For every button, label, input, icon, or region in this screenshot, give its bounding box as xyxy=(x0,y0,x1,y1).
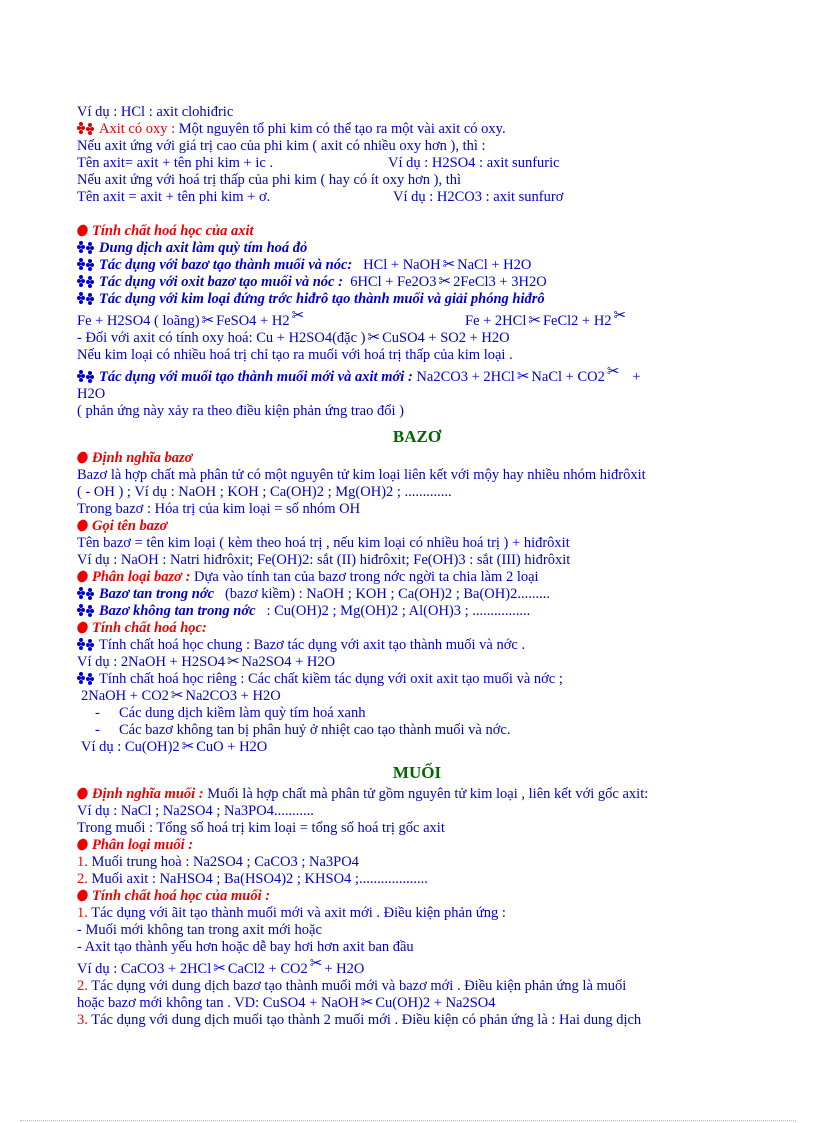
oxy-acid-line xyxy=(77,121,757,138)
scissors-arrow-icon: ✂ xyxy=(367,330,381,346)
base-name-heading xyxy=(77,518,757,535)
flower-icon xyxy=(77,258,97,270)
salt-reaction-1-example xyxy=(77,956,757,978)
salt-def-title: Định nghĩa muối : xyxy=(92,786,204,802)
salt-def-line xyxy=(77,786,757,803)
scissors-arrow-icon: ✂ xyxy=(438,274,452,290)
acid-chem-title: Tính chất hoá học của axit xyxy=(92,223,254,239)
base-def-example: ( - OH ) ; Ví dụ : NaOH ; KOH ; Ca(OH)2 ; Mg(OH)2 ; ............. xyxy=(77,484,452,500)
flower-icon xyxy=(77,275,97,287)
base-special-example xyxy=(77,688,757,705)
base-special-reactants: 2NaOH + CO2 xyxy=(81,688,169,704)
base-general-text: Tính chất hoá học chung : Bazơ tác dụng với axit tạo thành muối và nớc . xyxy=(99,637,526,653)
gas-arrow-icon: ✂ xyxy=(606,364,620,380)
salt-class-1-text: Muối trung hoà : Na2SO4 ; CaCO3 ; Na3PO4 xyxy=(91,854,359,870)
fe-h2so4-reactants: Fe + H2SO4 ( loãng) xyxy=(77,313,200,329)
flame-bullet-icon xyxy=(75,620,89,634)
insoluble-base-label: Bazơ không tan trong nớc xyxy=(99,603,256,619)
base-decompose-example xyxy=(77,739,757,756)
scissors-arrow-icon: ✂ xyxy=(442,257,456,273)
salt-reaction-1-water: + H2O xyxy=(324,961,365,977)
acid-prop-3-products: 2FeCl3 + 3H2O xyxy=(453,274,547,290)
salt-chem-heading xyxy=(77,888,757,905)
acid-prop-5-text: Tác dụng với muối tạo thành muối mới và axit mới : xyxy=(99,369,413,385)
base-decompose-reactant: Ví dụ : Cu(OH)2 xyxy=(81,739,180,755)
salt-reaction-1 xyxy=(77,905,757,922)
page-footer-divider xyxy=(20,1120,796,1121)
insoluble-base-text: : Cu(OH)2 ; Mg(OH)2 ; Al(OH)3 ; ................ xyxy=(266,603,531,619)
salt-reaction-3 xyxy=(77,1012,757,1029)
dash-item-1: - Các dung dịch kiềm làm quỳ tím hoá xanh xyxy=(95,705,366,721)
flower-icon xyxy=(77,638,97,650)
salt-reaction-1-text: Tác dụng với ãit tạo thành muối mới và axit mới . Điều kiện phản ứng : xyxy=(91,905,506,921)
scissors-arrow-icon: ✂ xyxy=(201,313,215,329)
scissors-arrow-icon: ✂ xyxy=(181,739,195,755)
salt-reaction-1-cond-a: - Muối mới không tan trong axit mới hoặc xyxy=(77,922,322,938)
plus-sign: + xyxy=(632,369,641,385)
dash-item-2: - Các bazơ không tan bị phân huỷ ở nhiệt cao tạo thành muối và nớc. xyxy=(95,722,511,738)
soluble-base-text: (bazơ kiềm) : NaOH ; KOH ; Ca(OH)2 ; Ba(OH)2......... xyxy=(224,586,550,602)
dash-item-2-text: Các bazơ không tan bị phân huỷ ở nhiệt cao tạo thành muối và nớc. xyxy=(119,722,511,738)
acid-prop-5-reactants: Na2CO3 + 2HCl xyxy=(416,369,515,385)
flower-icon xyxy=(77,122,97,134)
high-valence-rule: Nếu axit ứng với giá trị cao của phi kim ( axit có nhiều oxy hơn ), thì : xyxy=(77,138,486,154)
example-h2so4: Ví dụ : H2SO4 : axit sunfuric xyxy=(388,155,560,171)
base-decompose-products: CuO + H2O xyxy=(196,739,268,755)
salt-class-2 xyxy=(77,871,757,888)
flower-icon xyxy=(77,241,97,253)
base-valence-rule: Trong bazơ : Hóa trị của kim loại = số nhóm OH xyxy=(77,501,361,517)
base-chem-heading xyxy=(77,620,757,637)
base-class-text: Dựa vào tính tan của bazơ trong nớc ngời ta chia làm 2 loại xyxy=(194,569,539,585)
soluble-base-label: Bazơ tan trong nớc xyxy=(99,586,215,602)
document-body xyxy=(77,104,757,1029)
salt-section-title: MUỐI xyxy=(392,763,442,782)
dash-item-1-text: Các dung dịch kiềm làm quỳ tím hoá xanh xyxy=(119,705,366,721)
salt-class-heading xyxy=(77,837,757,854)
fe-h2so4-products: FeSO4 + H2 xyxy=(216,313,290,329)
salt-class-title: Phân loại muối : xyxy=(92,837,194,853)
naming-ic-line xyxy=(77,155,757,172)
flame-bullet-icon xyxy=(75,569,89,583)
metal-valence-note: Nếu kim loại có nhiều hoá trị chỉ tạo ra muối với hoá trị thấp của kim loại . xyxy=(77,347,513,363)
naming-o-line xyxy=(77,189,757,206)
base-general-prop xyxy=(77,637,757,654)
salt-reaction-2 xyxy=(77,978,757,995)
flower-icon xyxy=(77,370,97,382)
salt-def-example: Ví dụ : NaCl ; Na2SO4 ; Na3PO4........... xyxy=(77,803,314,819)
base-def-title: Định nghĩa bazơ xyxy=(92,450,193,466)
naming-ic: Tên axit= axit + tên phi kim + ic . xyxy=(77,155,274,171)
example-h2co3: Ví dụ : H2CO3 : axit sunfurơ xyxy=(393,189,564,205)
acid-prop-4-text: Tác dụng với kim loại đứng trớc hiđrô tạo thành muối và giải phóng hiđrô xyxy=(99,291,545,307)
naming-o: Tên axit = axit + tên phi kim + ơ. xyxy=(77,189,271,205)
acid-prop-2-reactants: HCl + NaOH xyxy=(363,257,441,273)
base-general-reactants: Ví dụ : 2NaOH + H2SO4 xyxy=(77,654,225,670)
list-number: 3. xyxy=(77,1012,88,1028)
salt-reaction-1-reactants: Ví dụ : CaCO3 + 2HCl xyxy=(77,961,212,977)
scissors-arrow-icon: ✂ xyxy=(213,961,226,977)
base-general-example xyxy=(77,654,757,671)
salt-reaction-1-products: CaCl2 + CO2 xyxy=(227,961,308,977)
exchange-note: ( phản ứng này xảy ra theo điều kiện phản ứng trao đổi ) xyxy=(77,403,404,419)
scissors-arrow-icon: ✂ xyxy=(226,654,240,670)
salt-reaction-2-text: Tác dụng với dung dịch bazơ tạo thành muối mới và bazơ mới . Điều kiện phản ứng là muối xyxy=(91,978,627,994)
acid-prop-2 xyxy=(77,257,757,274)
base-section-title: BAZƠ xyxy=(392,427,442,446)
base-special-prop xyxy=(77,671,757,688)
flame-bullet-icon xyxy=(75,837,89,851)
salt-def-text: Muối là hợp chất mà phân tử gồm nguyên tử kim loại , liên kết với gốc axit: xyxy=(207,786,649,802)
flame-bullet-icon xyxy=(75,518,89,532)
flame-bullet-icon xyxy=(75,223,89,237)
insoluble-base-line xyxy=(77,603,757,620)
salt-reaction-2-reactants: hoặc bazơ mới không tan . VD: CuSO4 + NaOH xyxy=(77,995,359,1011)
acid-prop-3 xyxy=(77,274,757,291)
scissors-arrow-icon: ✂ xyxy=(360,995,374,1011)
acid-chem-heading xyxy=(77,223,757,240)
acid-prop-5 xyxy=(77,364,757,386)
flame-bullet-icon xyxy=(75,450,89,464)
base-special-products: Na2CO3 + H2O xyxy=(185,688,281,704)
salt-valence-rule: Trong muối : Tổng số hoá trị kim loại = tổng số hoá trị gốc axit xyxy=(77,820,445,836)
flower-icon xyxy=(77,604,97,616)
fe-hcl-products: FeCl2 + H2 xyxy=(542,313,612,329)
acid-prop-1 xyxy=(77,240,757,257)
scissors-arrow-icon: ✂ xyxy=(528,313,541,329)
flame-bullet-icon xyxy=(75,786,89,800)
salt-class-1 xyxy=(77,854,757,871)
base-name-rule: Tên bazơ = tên kim loại ( kèm theo hoá trị , nếu kim loại có nhiều hoá trị ) + hiđrôxit xyxy=(77,535,570,551)
list-number: 2. xyxy=(77,978,88,994)
acid-prop-2-products: NaCl + H2O xyxy=(457,257,532,273)
list-number: 1. xyxy=(77,905,88,921)
oxidizing-acid-reactants: - Đối với axit có tính oxy hoá: Cu + H2SO4(đặc ) xyxy=(77,330,366,346)
acid-prop-2-text: Tác dụng với bazơ tạo thành muối và nóc: xyxy=(99,257,353,273)
base-class-title: Phân loại bazơ : xyxy=(92,569,191,585)
base-special-text: Tính chất hoá học riêng : Các chất kiềm tác dụng với oxit axit tạo muối và nớc ; xyxy=(99,671,563,687)
acid-example-hcl: Ví dụ : HCl : axit clohiđric xyxy=(77,104,234,120)
gas-arrow-icon: ✂ xyxy=(613,308,627,324)
scissors-arrow-icon: ✂ xyxy=(516,369,530,385)
scissors-arrow-icon: ✂ xyxy=(170,688,184,704)
base-chem-title: Tính chất hoá học: xyxy=(92,620,207,636)
oxy-acid-text: Một nguyên tố phi kim có thể tạo ra một vài axit có oxy. xyxy=(178,121,506,137)
base-name-example: Ví dụ : NaOH : Natri hiđrôxit; Fe(OH)2: sắt (II) hiđrôxit; Fe(OH)3 : sắt (III) hiđrôxit xyxy=(77,552,571,568)
gas-arrow-icon: ✂ xyxy=(309,956,323,972)
acid-prop-5-products: NaCl + CO2 xyxy=(531,369,605,385)
salt-reaction-1-cond-b: - Axit tạo thành yếu hơn hoặc dễ bay hơi hơn axit ban đầu xyxy=(77,939,414,955)
salt-reaction-2-products: Cu(OH)2 + Na2SO4 xyxy=(375,995,496,1011)
list-number: 2. xyxy=(77,871,88,887)
flame-bullet-icon xyxy=(75,888,89,902)
oxy-acid-title: Axit có oxy : xyxy=(99,121,176,137)
salt-reaction-3-text: Tác dụng với dung dịch muối tạo thành 2 muối mới . Điều kiện có phản ứng là : Hai dung dịch xyxy=(91,1012,642,1028)
salt-class-2-text: Muối axit : NaHSO4 ; Ba(HSO4)2 ; KHSO4 ;................... xyxy=(91,871,428,887)
list-number: 1. xyxy=(77,854,88,870)
base-class-line xyxy=(77,569,757,586)
fe-hcl-reactants: Fe + 2HCl xyxy=(465,313,527,329)
oxidizing-acid-line xyxy=(77,330,757,347)
oxidizing-acid-products: CuSO4 + SO2 + H2O xyxy=(382,330,510,346)
flower-icon xyxy=(77,672,97,684)
acid-prop-3-reactants: 6HCl + Fe2O3 xyxy=(350,274,437,290)
low-valence-rule: Nếu axit ứng với hoá trị thấp của phi kim ( hay có ít oxy hơn ), thì xyxy=(77,172,462,188)
base-name-title: Gọi tên bazơ xyxy=(92,518,168,534)
flower-icon xyxy=(77,587,97,599)
salt-reaction-2-example xyxy=(77,995,757,1012)
base-general-products: Na2SO4 + H2O xyxy=(241,654,336,670)
acid-prop-4-examples xyxy=(77,308,757,330)
soluble-base-line xyxy=(77,586,757,603)
acid-prop-3-text: Tác dụng với oxit bazơ tạo muối và nóc : xyxy=(99,274,343,290)
acid-prop-4 xyxy=(77,291,757,308)
base-def-text: Bazơ là hợp chất mà phân tử có một nguyên tử kim loại liên kết với mộy hay nhiều nhóm hiđrôxit xyxy=(77,467,646,483)
flower-icon xyxy=(77,292,97,304)
base-def-heading xyxy=(77,450,757,467)
acid-prop-5-water: H2O xyxy=(77,386,106,402)
acid-prop-1-text: Dung dịch axit làm quỳ tím hoá đỏ xyxy=(99,240,308,256)
salt-chem-title: Tính chất hoá học của muối : xyxy=(92,888,271,904)
gas-arrow-icon: ✂ xyxy=(291,308,305,324)
